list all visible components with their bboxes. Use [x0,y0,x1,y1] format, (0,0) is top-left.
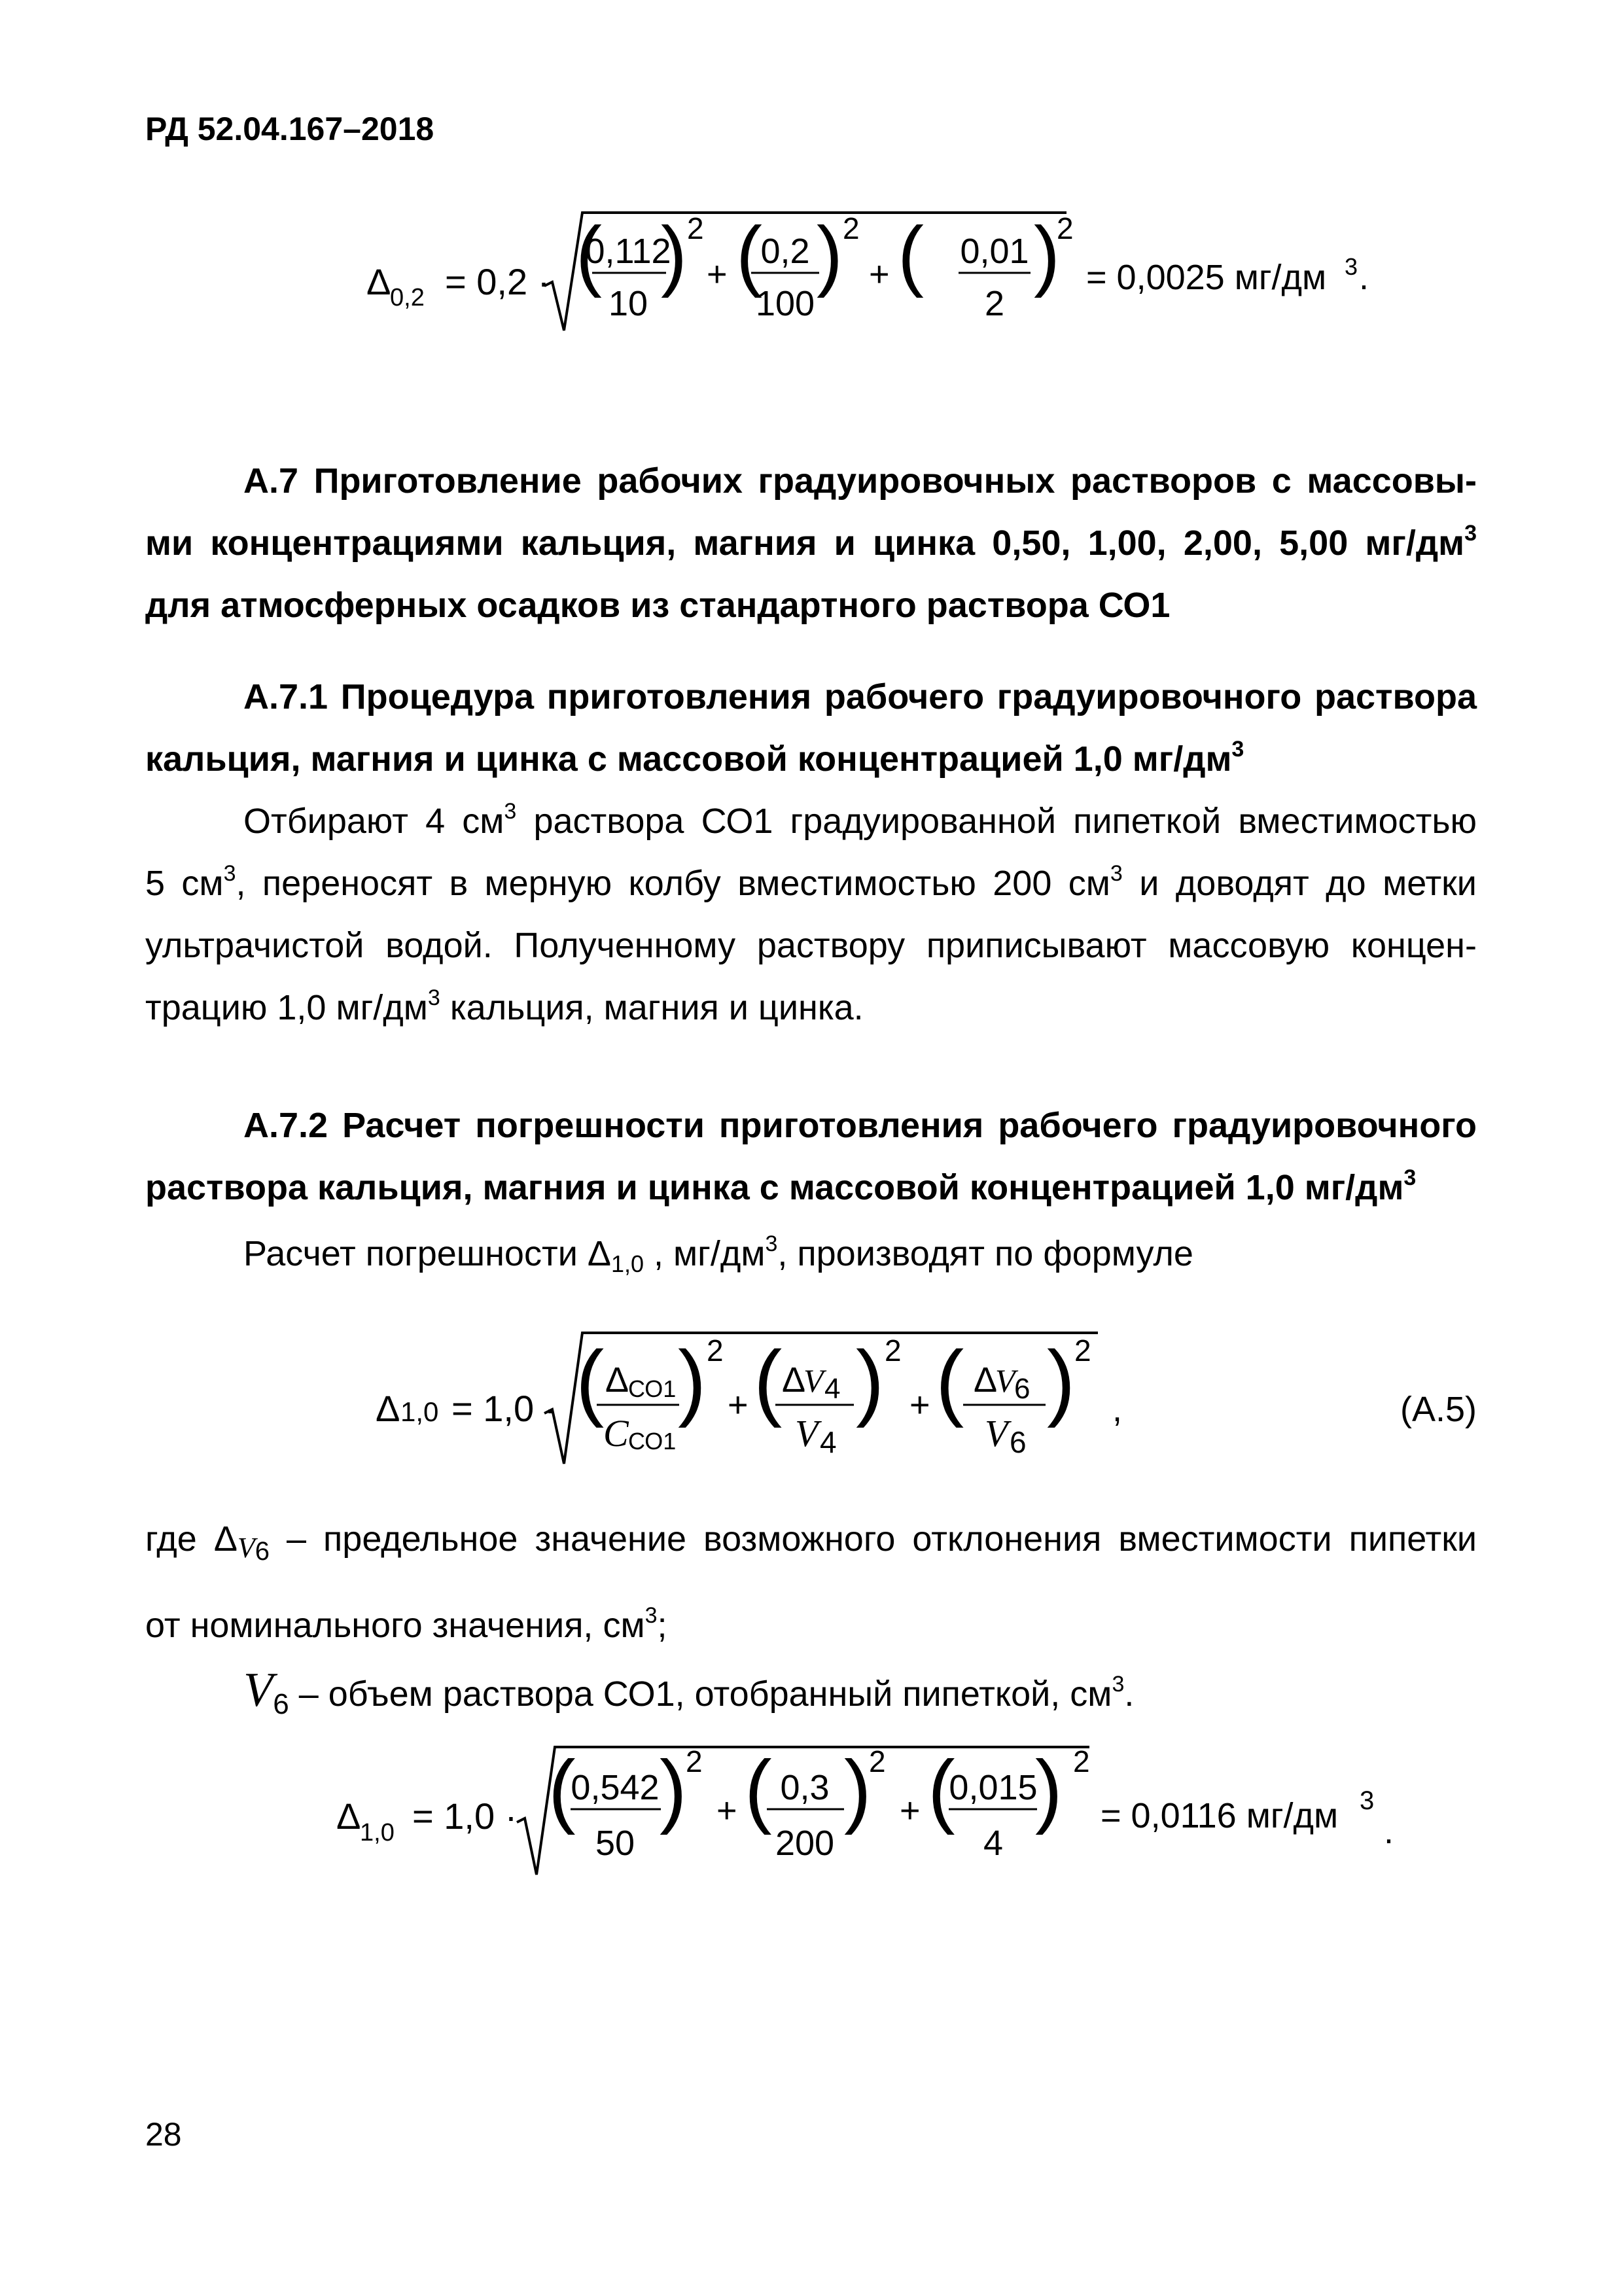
eq3-den-2: 200 [775,1824,835,1863]
eq2-paren-close-3: ) [1047,1333,1076,1428]
section-a71-line-1: А.7.1 Процедура приготовления рабочего градуировочного раствора [243,677,1477,716]
eq2-t1-den-sub: СО1 [628,1428,677,1455]
eq3-num-1: 0,542 [571,1768,660,1807]
eq3-paren-open-1: ( [548,1744,576,1835]
eq3-paren-open-2: ( [745,1744,772,1835]
equation-a5 [366,1312,1479,1482]
eq2-t3-num-sub2: 6 [1014,1373,1031,1405]
eq3-result-sup: 3 [1360,1786,1375,1815]
eq2-lhs: Δ [376,1388,400,1429]
eq3-exp-3: 2 [1073,1744,1090,1778]
section-a7-line-1: А.7 Приготовление рабочих градуировочных растворов с массовы- [243,461,1477,501]
section-a71-heading [145,666,1477,790]
equation-delta-0-2 [353,206,1413,344]
eq1-den-1: 10 [608,284,648,323]
eq3-den-3: 4 [983,1824,1004,1863]
eq1-result-end: . [1359,258,1369,297]
eq1-den-2: 100 [755,284,815,323]
eq2-factor: = 1,0 · [451,1388,557,1429]
eq1-paren-open-2: ( [736,211,762,298]
eq1-result-sup: 3 [1345,253,1358,280]
eq2-paren-close-2: ) [856,1333,885,1428]
eq2-paren-close-1: ) [678,1333,707,1428]
section-a7-line-3: для атмосферных осадков из стандартного раствора СО1 [145,586,1171,625]
eq1-den-3: 2 [984,284,1005,323]
equation-delta-1-0-result [327,1731,1439,1888]
eq2-t1-num: Δ [605,1360,629,1400]
eq2-exp-2: 2 [885,1333,902,1368]
eq1-paren-close-1: ) [661,211,687,298]
calculation-intro-line: Расчет погрешности Δ1,0 , $мг/дм^3$, производят по формуле [243,1231,1193,1277]
page-number: 28 [145,2116,182,2153]
eq2-t3-den: V [985,1412,1008,1455]
eq2-t2-num-sub: V [803,1362,824,1399]
eq3-den-1: 50 [595,1824,635,1863]
eq1-paren-open-3: ( [898,211,924,298]
eq2-paren-open-2: ( [754,1333,783,1428]
where-line-2: от номинального значения, $см^3$; [145,1603,667,1645]
eq2-t2-num: Δ [782,1360,806,1400]
eq1-paren-close-2: ) [817,211,843,298]
eq1-exp-2: 2 [843,211,860,245]
eq1-exp-1: 2 [687,211,704,245]
eq3-paren-close-2: ) [844,1744,872,1835]
eq1-lhs: Δ [366,261,391,302]
section-a72-line-1: А.7.2 Расчет погрешности приготовления рабочего градуировочного [243,1106,1477,1145]
where-line-1: где $\Delta V_6$ – предельное значение возможного отклонения вместимости пипетки [145,1519,1477,1566]
eq1-exp-3: 2 [1057,211,1074,245]
eq3-paren-open-3: ( [928,1744,955,1835]
eq2-paren-open-3: ( [936,1333,964,1428]
where-clause [145,1508,1477,1735]
eq2-t3-den-sub: 6 [1010,1425,1027,1459]
eq2-paren-open-1: ( [576,1333,605,1428]
section-a7-line-2: ми концентрациями кальция, магния и цинка 0,50, 1,00, 2,00, 5,00 $мг/дм^3$ [145,521,1477,563]
section-a72-line-2: раствора кальция, магния и цинка с массовой концентрацией 1,0 $мг/дм^3$ [145,1165,1417,1207]
eq2-t3-num-sub: V [995,1362,1015,1399]
eq2-plus-1: + [728,1385,749,1424]
eq3-result-end: . [1384,1812,1394,1851]
eq1-plus-1: + [707,255,728,294]
eq2-t1-den: C [603,1412,629,1455]
section-a72-heading [145,1095,1477,1219]
eq1-paren-close-3: ) [1034,211,1060,298]
eq2-exp-3: 2 [1074,1333,1091,1368]
eq2-comma: , [1112,1390,1123,1429]
eq3-lhs-sub: 1,0 [360,1819,395,1846]
eq3-paren-close-1: ) [660,1744,687,1835]
eq2-t1-num-sub: СО1 [628,1375,677,1402]
eq3-factor: = 1,0 · [412,1795,518,1837]
where-line-3: $V_6$ – объем раствора СО1, отобранный пипеткой, $см^3$. [243,1663,1135,1720]
eq2-lhs-sub: 1,0 [400,1396,439,1427]
eq1-num-3: 0,01 [960,232,1029,271]
eq2-exp-1: 2 [707,1333,724,1368]
eq2-plus-2: + [909,1385,930,1424]
eq1-factor: = 0,2 · [445,261,550,302]
eq3-exp-2: 2 [869,1744,886,1778]
eq3-paren-close-3: ) [1035,1744,1063,1835]
eq1-plus-2: + [869,255,890,294]
eq2-t3-num: Δ [974,1360,998,1400]
eq2-t2-num-sub2: 4 [824,1373,841,1405]
eq3-result: = 0,0116 мг/дм [1101,1796,1339,1835]
eq2-t2-den: V [795,1412,819,1455]
eq3-exp-1: 2 [686,1744,703,1778]
eq3-num-2: 0,3 [780,1768,830,1807]
procedure-line-3: ультрачистой водой. Полученному раствору приписывают массовую концен- [145,926,1477,965]
eq3-plus-1: + [716,1791,737,1830]
procedure-line-4: трацию 1,0 $мг/дм^3$ кальция, магния и цинка. [145,985,864,1027]
eq3-lhs: Δ [336,1795,361,1837]
eq1-result: = 0,0025 мг/дм [1086,258,1327,297]
procedure-paragraph [145,790,1477,1039]
eq2-t2-den-sub: 4 [820,1425,837,1459]
eq3-plus-2: + [900,1791,921,1830]
section-a7-heading [145,450,1477,637]
section-a71-line-2: кальция, магния и цинка с массовой концентрацией 1,0 $мг/дм^3$ [145,737,1244,779]
equation-label-a5: (А.5) [1400,1390,1477,1429]
eq1-paren-open-1: ( [576,211,602,298]
eq3-num-3: 0,015 [949,1768,1038,1807]
document-code-header: РД 52.04.167–2018 [145,111,434,147]
eq1-lhs-sub: 0,2 [390,284,425,311]
procedure-line-1: Отбирают 4 $см^3$ раствора СО1 градуированной пипеткой вместимостью [243,799,1477,841]
eq1-num-2: 0,2 [760,232,810,271]
procedure-line-2: 5 $см^3$, переносят в мерную колбу вместимостью 200 $см^3$ и доводят до метки [145,861,1477,903]
eq1-num-1: 0,112 [585,232,671,271]
